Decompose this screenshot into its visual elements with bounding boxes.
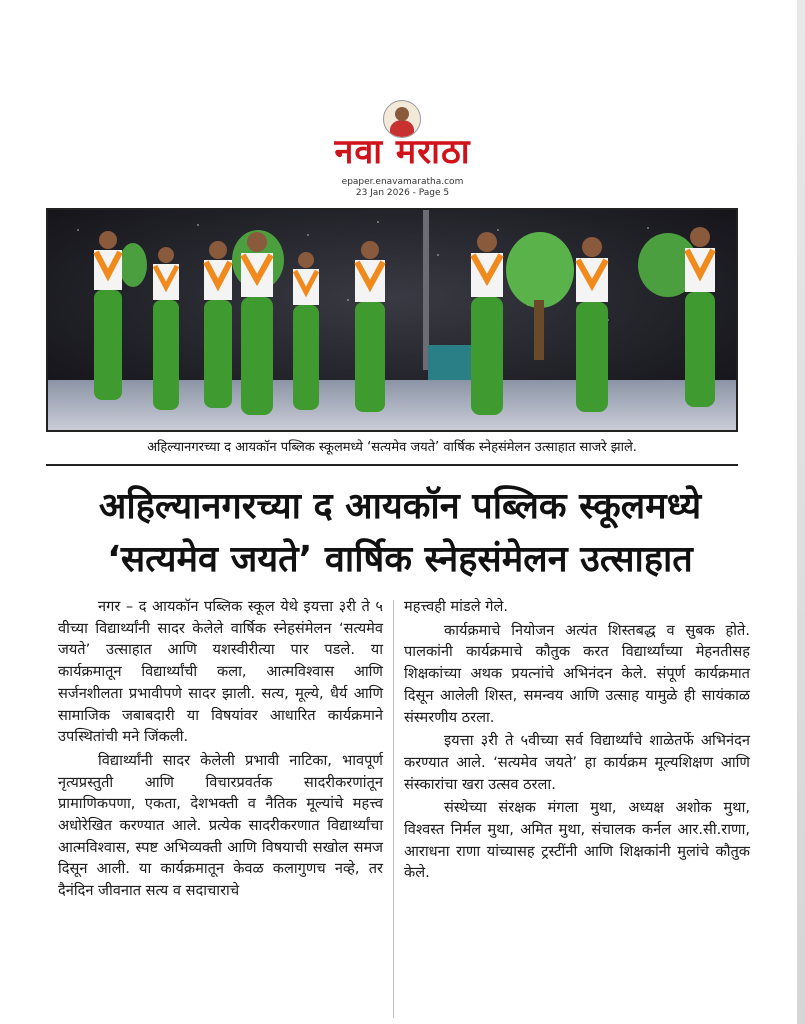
article-paragraph-5: संस्थेच्या संरक्षक मंगला मुथा, अध्यक्ष अशोक मुथा, विश्वस्त निर्मल मुथा, अमित मुथा, संचालक कर्नल आर.सी.राणा, आराधना राणा यांच्यासह ट्रस्टींनी आणि शिक्षकांनी मुलांचे कौतुक केले. (404, 799, 750, 882)
edition-date-page: 23 Jan 2026 - Page 5 (355, 188, 450, 198)
article-column-right (404, 596, 750, 886)
stage-performance-image (48, 210, 736, 430)
photo-caption: अहिल्यानगरच्या द आयकॉन पब्लिक स्कूलमध्ये ‘सत्यमेव जयते’ वार्षिक स्नेहसंमेलन उत्साहात साजरे झाले. (147, 440, 637, 455)
article-column-left (58, 596, 383, 904)
article-paragraph-2-continued: महत्त्वही मांडले गेले. (404, 598, 508, 615)
column-divider (393, 600, 394, 1018)
article-paragraph-4: इयत्ता ३री ते ५वीच्या सर्व विद्यार्थ्यांचे शाळेतर्फे अभिनंदन करण्यात आले. ‘सत्यमेव जयते’ हा कार्यक्रम मूल्यशिक्षण आणि संस्कारांचा खरा उत्सव ठरला. (404, 732, 750, 793)
section-rule (46, 464, 738, 466)
event-photo (46, 208, 738, 432)
article-paragraph-2: विद्यार्थ्यांनी सादर केलेली प्रभावी नाटिका, भावपूर्ण नृत्यप्रस्तुती आणि विचारप्रवर्तक सादरीकरणांतून प्रामाणिकपणा, एकता, देशभक्ती व नैतिक मूल्यांचे महत्त्व अधोरेखित करण्यात आले. प्रत्येक सादरीकरणात विद्यार्थ्यांचा आत्मविश्वास, स्पष्ट अभिव्यक्ती आणि विषयाची सखोल समज दिसून आली. या कार्यक्रमातून केवळ कलागुणच नव्हे, तर दैनंदिन जीवनात सत्य व सदाचाराचे (58, 751, 383, 900)
newspaper-logo[interactable]: नवा मराठा (334, 132, 471, 172)
article-paragraph-1: नगर – द आयकॉन पब्लिक स्कूल येथे इयत्ता ३री ते ५ वीच्या विद्यार्थ्यांनी सादर केलेले वार्षिक स्नेहसंमेलन ‘सत्यमेव जयते’ उत्साहात आणि यशस्वीरीत्या पार पडले. या कार्यक्रमातून विद्यार्थ्यांची कला, आत्मविश्वास आणि सर्जनशीलता प्रभावीपणे सादर झाली. सत्य, मूल्ये, धैर्य आणि सामाजिक जबाबदारी या विषयांवर आधारित कार्यक्रमाने उपस्थितांची मने जिंकली. (58, 598, 383, 746)
headline-line-1: अहिल्यानगरच्या द आयकॉन पब्लिक स्कूलमध्ये (98, 486, 702, 527)
article-paragraph-3: कार्यक्रमाचे नियोजन अत्यंत शिस्तबद्ध व सुबक होते. पालकांनी कार्यक्रमाचे कौतुक करत विद्यार्थ्यांच्या मेहनतीसह शिक्षकांच्या अथक प्रयत्नांचे अभिनंदन केले. संपूर्ण कार्यक्रमात दिसून आलेली शिस्त, समन्वय आणि उत्साह यामुळे ही सायंकाळ संस्मरणीय ठरला. (404, 621, 750, 726)
headline-line-2: ‘सत्यमेव जयते’ वार्षिक स्नेहसंमेलन उत्साहात (107, 539, 693, 580)
epaper-site[interactable]: epaper.enavamaratha.com (341, 177, 464, 187)
